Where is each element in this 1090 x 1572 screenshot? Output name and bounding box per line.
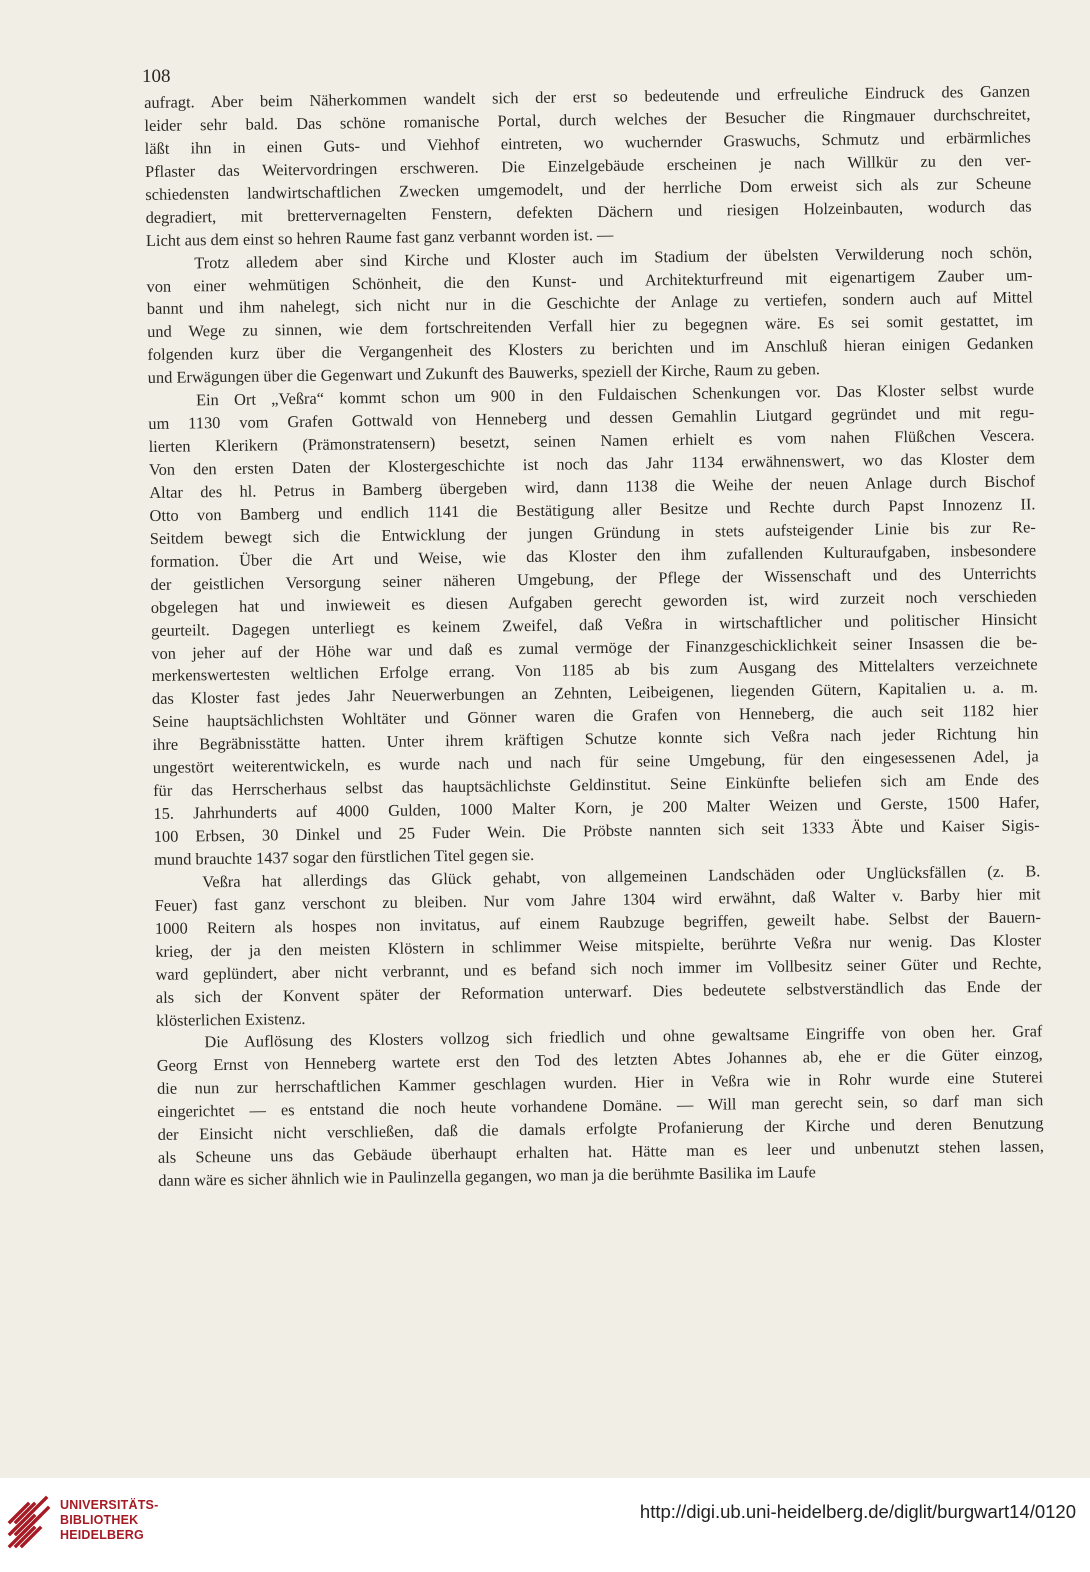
text-line: als Scheune uns das Gebäude überhaupt erhalten hat. Hätte man es leer und unbenutzt stehen lassen,	[157, 1136, 1044, 1168]
text-line: die nun zur herrschaftlichen Kammer geschlagen wurden. Hier in Veßra wie in Rohr wurde eine Stuterei	[156, 1067, 1044, 1099]
text-line: schiedensten landwirtschaftlichen Zwecken umgemodelt, und der herrliche Dom erweist sich als zur Scheune	[145, 173, 1032, 204]
text-line: Trotz alledem aber sind Kirche und Kloster auch im Stadium der übelsten Verwilderung noch schön,	[194, 241, 1033, 272]
library-name-line: BIBLIOTHEK	[60, 1513, 139, 1527]
body-text	[144, 80, 1044, 1193]
text-line: klösterlichen Existenz.	[156, 1008, 306, 1030]
text-line: der Einsicht nicht verschließen, daß die damals erfolgte Profanierung der Kirche und deren Benutzung	[157, 1113, 1044, 1145]
text-line: um 1130 vom Grafen Gottwald von Henneberg und dessen Gemahlin Liutgard gegründet und mit regu-	[148, 402, 1035, 434]
text-line: 1000 Reitern als hospes non invitatus, auf einem Raubzuge begriffen, geweilt habe. Selbst der Bauern-	[154, 907, 1041, 938]
text-line: leider sehr bald. Das schöne romanische Portal, durch welches der Besucher die Ringmauer durchschreitet,	[144, 104, 1031, 135]
text-line: Feuer) fast ganz verschont zu bleiben. Nur vom Jahre 1304 wird erwähnt, daß Walter v. Barby hier mit	[154, 884, 1041, 915]
text-line: und Erwägungen über die Gegenwart und Zukunft des Bauwerks, speziell der Kirche, Raum zu geben.	[147, 359, 821, 388]
text-line: geurteilt. Dagegen unterliegt es keinem Zweifel, daß Veßra in wirtschaftlicher und politischer Hinsicht	[150, 608, 1038, 640]
text-line: Pflaster das Weitervordringen erschweren. Die Einzelgebäude erscheinen je nach Willkür zu den ver-	[144, 150, 1032, 181]
text-line: ungestört weiterentwickeln, es wurde nach und nach für seine Umgebung, für den eingesessenen Adel, ja	[152, 746, 1039, 778]
text-line: 100 Erbsen, 30 Dinkel und 25 Fuder Wein. Die Pröbste nannten sich seit 1333 Äbte und Kaiser Sigis-	[153, 815, 1040, 846]
page-number: 108	[142, 66, 171, 87]
text-line: von einer wehmütigen Schönheit, die den Kunst- und Architekturfreund mit eigenartigem Zauber um-	[146, 264, 1033, 296]
text-line: für das Herrscherhaus selbst das hauptsächlichste Geldinstitut. Seine Einkünfte beliefen sich am Ende des	[153, 769, 1040, 801]
text-line: läßt ihn in einen Guts- und Viehhof eintreten, wo wuchernder Graswuchs, Schmutz und erbärmliches	[144, 127, 1031, 158]
library-name-line: HEIDELBERG	[60, 1528, 144, 1542]
text-line: 15. Jahrhunderts auf 4000 Gulden, 1000 Malter Korn, je 200 Malter Weizen und Gerste, 1500 Hafer,	[153, 792, 1040, 823]
paragraph	[154, 860, 1042, 1032]
text-line: dann wäre es sicher ähnlich wie in Paulinzella gegangen, wo man ja die berühmte Basilika im Laufe	[158, 1162, 817, 1190]
text-line: ward geplündert, aber nicht verbrannt, und es befand sich noch immer im Vollbesitz seiner Güter und Rechte,	[155, 952, 1042, 984]
text-line: degradiert, mit brettervernagelten Fenstern, defekten Dächern und riesigen Holzeinbauten, wodurch das	[145, 196, 1032, 227]
text-line: Veßra hat allerdings das Glück gehabt, von allgemeinen Landschäden oder Unglücksfällen (z. B.	[202, 861, 1041, 892]
text-line: mund brauchte 1437 sogar den fürstlichen Titel gegen sie.	[153, 844, 535, 869]
footer-bar	[0, 1478, 1090, 1572]
text-line: aufragt. Aber beim Näherkommen wandelt sich der erst so bedeutende und erfreuliche Eindruck des Ganzen	[144, 81, 1031, 112]
text-line: lierten Klerikern (Prämonstratensern) besetzt, seinen Namen erhielt es vom nahen Flüßchen Vescera.	[148, 425, 1035, 457]
paragraph	[156, 1021, 1044, 1193]
text-line: und Wege zu sinnen, wie dem fortschreitenden Verfall hier zu begegnen wäre. Es sei somit gestattet, im	[147, 310, 1034, 342]
heidelberg-library-logo-icon[interactable]	[6, 1494, 52, 1550]
text-line: Altar des hl. Petrus in Bamberg übergeben wird, dann 1138 die Weihe der neuen Anlage durch Bischof	[149, 471, 1036, 502]
text-line: obgelegen hat und inwieweit es diesen Aufgaben gerecht geworden ist, wird zurzeit noch verschieden	[150, 585, 1037, 617]
paragraph	[144, 80, 1032, 252]
paragraph	[148, 379, 1040, 872]
text-line: eingerichtet — es entstand die noch heute vorhandene Domäne. — Will man gerecht sein, so darf man sich	[157, 1090, 1044, 1122]
text-line: formation. Über die Art und Weise, wie das Kloster den ihm zufallenden Kulturaufgaben, insbesondere	[150, 540, 1037, 571]
paragraph	[146, 241, 1034, 390]
text-line: Seine hauptsächlichsten Wohltäter und Gönner waren die Grafen von Henneberg, die auch seit 1182 hier	[152, 700, 1039, 732]
text-line: bannt und ihm nahelegt, sich nicht nur in die Geschichte der Anlage zu vertiefen, sondern auch auf Mittel	[146, 287, 1033, 319]
text-line: der geistlichen Versorgung seiner näheren Umgebung, der Pflege der Wissenschaft und des Unterrichts	[150, 563, 1037, 594]
text-line: Georg Ernst von Henneberg wartete erst den Tod des letzten Abtes Johannes ab, ehe er die Güter einzog,	[156, 1044, 1043, 1076]
text-line: folgenden kurz über die Vergangenheit des Klosters zu berichten und im Anschluß hieran einigen Gedanken	[147, 333, 1034, 365]
text-line: Licht aus dem einst so hehren Raume fast ganz verbannt worden ist. —	[145, 224, 614, 250]
text-line: das Kloster fast jedes Jahr Neuerwerbungen an Zehnten, Leibeigenen, liegenden Gütern, Kapitalien u. a. m.	[151, 677, 1038, 709]
text-line: als sich der Konvent später der Reformation unterwarf. Dies bedeutete selbstverständlich das Ende der	[155, 975, 1042, 1007]
text-line: von jeher auf der Höhe war und daß es zumal vermöge der Finanzgeschicklichkeit seiner Insassen die be-	[151, 631, 1038, 663]
text-line: Otto von Bamberg und endlich 1141 die Bestätigung aller Besitze und Rechte durch Papst Innozenz II.	[149, 494, 1036, 525]
source-url-link[interactable]: http://digi.ub.uni-heidelberg.de/diglit/burgwart14/0120	[639, 1501, 1076, 1522]
text-line: Die Auflösung des Klosters vollzog sich friedlich und ohne gewaltsame Eingriffe von oben her. Graf	[204, 1021, 1043, 1052]
text-line: Von den ersten Daten der Klostergeschichte ist noch das Jahr 1134 erwähnenswert, wo das Kloster dem	[148, 448, 1035, 479]
text-line: Ein Ort „Veßra“ kommt schon um 900 in den Fuldaischen Schenkungen vor. Das Kloster selbst wurde	[195, 379, 1035, 410]
text-line: krieg, der ja den meisten Klöstern in schlimmer Weise mitspielte, berührte Veßra nur wenig. Das Kloster	[155, 930, 1042, 961]
text-line: ihre Begräbnisstätte hatten. Unter ihrem kräftigen Schutze konnte sich Veßra nach jeder Richtung hin	[152, 723, 1039, 755]
library-name[interactable]	[60, 1498, 158, 1543]
text-line: Seitdem bewegt sich die Entwicklung der jungen Gründung in stets aufsteigender Linie bis zur Re-	[149, 517, 1036, 548]
library-name-line: UNIVERSITÄTS-	[60, 1498, 159, 1512]
text-line: merkenswertesten weltlichen Erfolge errang. Von 1185 ab bis zum Ausgang des Mittelalters verzeichnete	[151, 654, 1038, 686]
